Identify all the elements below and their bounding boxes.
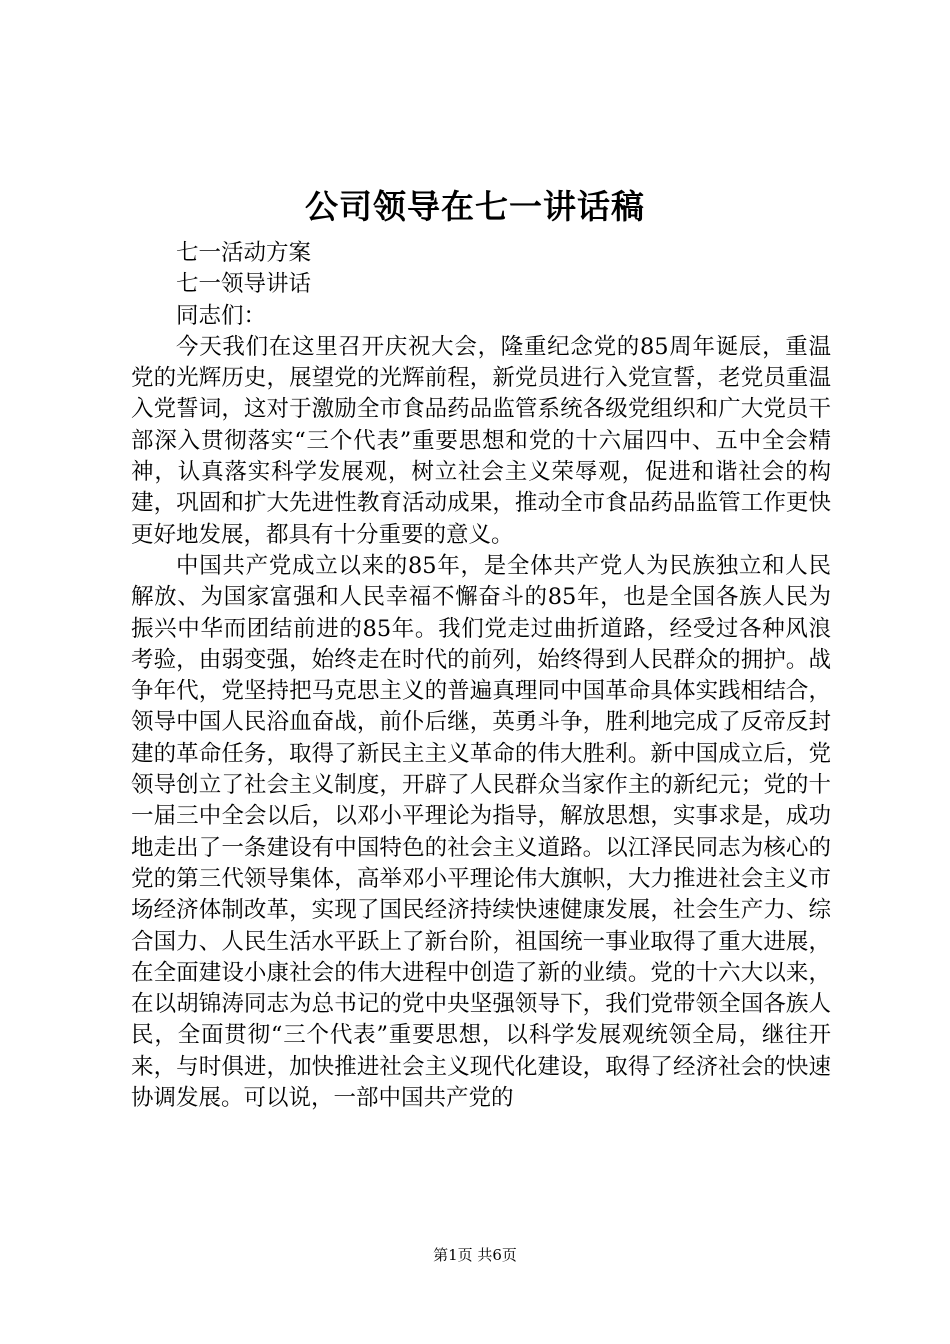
page-title: 公司领导在七一讲话稿 <box>305 187 645 226</box>
paragraph-subheading-activity-plan: 七一活动方案 <box>176 240 312 266</box>
paragraph-salutation: 同志们： <box>176 302 267 329</box>
page-number-footer: 第1页 共6页 <box>433 1246 517 1264</box>
paragraph-body: 今天我们在这里召开庆祝大会，隆重纪念党的85周年诞辰，重温党的光辉历史，展望党的光辉前程，新党员进行入党宣誓，老党员重温入党誓词，这对于激励全市食品药品监管系统各级党组织和广大党员干部深入贯彻落实“三个代表”重要思想和党的十六届四中、五中全会精神，认真落实科学发展观，树立社会主义荣辱观，促进和谐社会的构建，巩固和扩大先进性教育活动成果，推动全市食品药品监管工作更快更好地发展，都具有十分重要的意义。 <box>131 333 831 548</box>
paragraph-subheading-leader-speech: 七一领导讲话 <box>176 271 312 298</box>
paragraph-body: 中国共产党成立以来的85年，是全体共产党人为民族独立和人民解放、为国家富强和人民幸福不懈奋斗的85年，也是全国各族人民为振兴中华而团结前进的85年。我们党走过曲折道路，经受过各种风浪考验，由弱变强，始终走在时代的前列，始终得到人民群众的拥护。战争年代，党坚持把马克思主义的普遍真理同中国革命具体实践相结合，领导中国人民浴血奋战，前仆后继，英勇斗争，胜利地完成了反帝反封建的革命任务，取得了新民主主义革命的伟大胜利。新中国成立后，党领导创立了社会主义制度，开辟了人民群众当家作主的新纪元；党的十一届三中全会以后，以邓小平理论为指导，解放思想，实事求是，成功地走出了一条建设有中国特色的社会主义道路。以江泽民同志为核心的党的第三代领导集体，高举邓小平理论伟大旗帜，大力推进社会主义市场经济体制改革，实现了国民经济持续快速健康发展，社会生产力、综合国力、人民生活水平跃上了新台阶，祖国统一事业取得了重大进展，在全面建设小康社会的伟大进程中创造了新的业绩。党的十六大以来，在以胡锦涛同志为总书记的党中央坚强领导下，我们党带领全国各族人民，全面贯彻“三个代表”重要思想，以科学发展观统领全局，继往开来，与时俱进，加快推进社会主义现代化建设，取得了经济社会的快速协调发展。可以说，一部中国共产党的 <box>131 552 831 1112</box>
document-body <box>131 238 831 1114</box>
